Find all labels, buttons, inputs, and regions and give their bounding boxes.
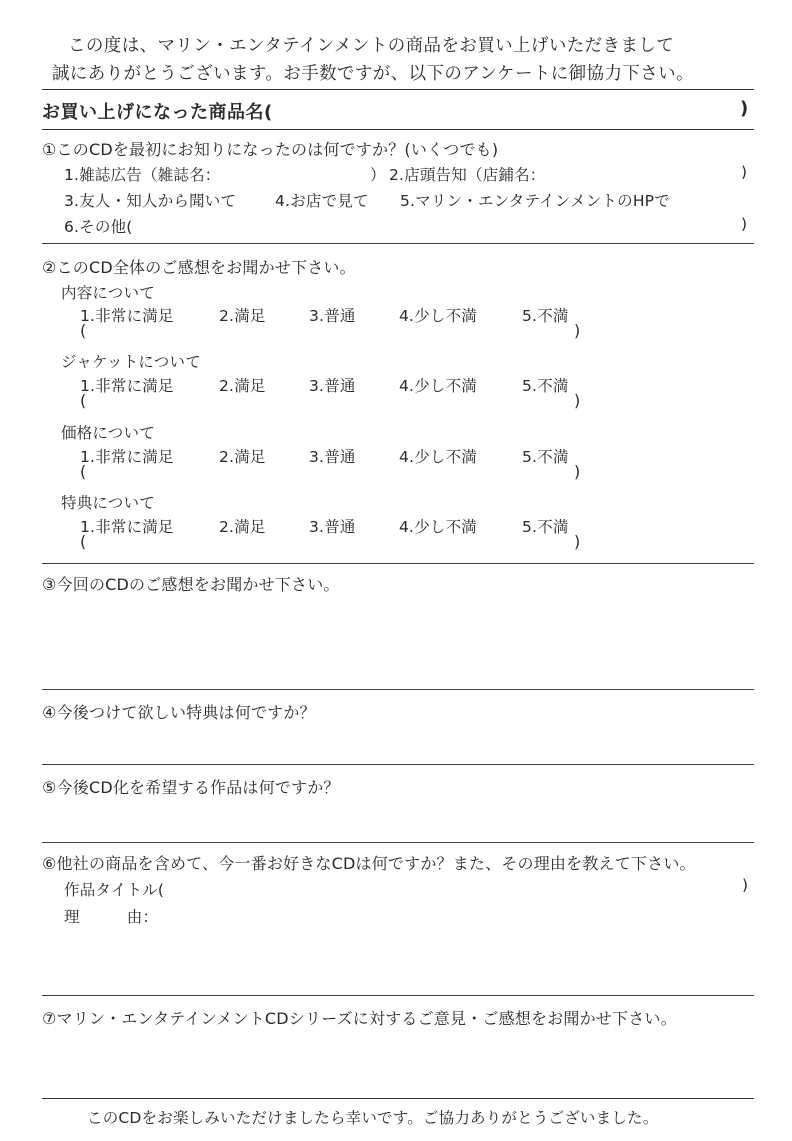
rating-dissatisfied[interactable]: 5.不満 — [522, 377, 569, 395]
rating-dissatisfied[interactable]: 5.不満 — [522, 448, 569, 466]
q1-option-homepage[interactable]: 5.マリン・エンタテインメントのHPで — [400, 192, 670, 210]
rating-very-satisfied[interactable]: 1.非常に満足 — [80, 307, 174, 325]
answer-area-divider — [42, 764, 754, 765]
rating-very-satisfied[interactable]: 1.非常に満足 — [80, 518, 174, 536]
rating-neutral[interactable]: 3.普通 — [309, 377, 356, 395]
q6-title: ⑥他社の商品を含めて、今一番お好きなCDは何ですか？また、その理由を教えて下さい。 — [42, 854, 696, 873]
rating-satisfied[interactable]: 2.満足 — [219, 518, 266, 536]
answer-area-divider — [42, 995, 754, 996]
q1-option-friend[interactable]: 3.友人・知人から聞いて — [64, 192, 237, 210]
rating-satisfied[interactable]: 2.満足 — [219, 377, 266, 395]
answer-area-divider — [42, 1098, 754, 1099]
rating-slightly-dissatisfied[interactable]: 4.少し不満 — [399, 448, 477, 466]
q1-title: ①このCDを最初にお知りになったのは何ですか？(いくつでも) — [42, 140, 499, 159]
comment-close-paren: ) — [574, 321, 581, 340]
rating-slightly-dissatisfied[interactable]: 4.少し不満 — [399, 377, 477, 395]
rating-slightly-dissatisfied[interactable]: 4.少し不満 — [399, 518, 477, 536]
intro-line-1: この度は、マリン・エンタテインメントの商品をお買い上げいただきまして — [68, 36, 675, 56]
rating-dissatisfied[interactable]: 5.不満 — [522, 518, 569, 536]
q1-option-store-close: ) — [741, 163, 748, 181]
comment-open-paren: ( — [80, 321, 87, 340]
comment-open-paren: ( — [80, 532, 87, 551]
rating-satisfied[interactable]: 2.満足 — [219, 307, 266, 325]
divider — [42, 89, 754, 90]
rating-satisfied[interactable]: 2.満足 — [219, 448, 266, 466]
q1-option-store[interactable]: 2.店頭告知（店鋪名： — [389, 166, 546, 184]
comment-close-paren: ) — [574, 391, 581, 410]
q6-work-title-label[interactable]: 作品タイトル( — [64, 881, 165, 899]
q2-group-label: ジャケットについて — [61, 353, 201, 371]
q5-title: ⑤今後CD化を希望する作品は何ですか？ — [42, 778, 340, 797]
q1-option-magazine-close: ） — [370, 166, 386, 184]
product-name-label: お買い上げになった商品名( — [42, 102, 273, 123]
q1-option-other-close: ) — [741, 215, 748, 233]
q2-group-label: 価格について — [61, 424, 155, 442]
rating-dissatisfied[interactable]: 5.不満 — [522, 307, 569, 325]
q1-option-other[interactable]: 6.その他( — [64, 218, 133, 236]
rating-neutral[interactable]: 3.普通 — [309, 448, 356, 466]
comment-open-paren: ( — [80, 391, 87, 410]
q2-group-label: 特典について — [61, 494, 155, 512]
rating-slightly-dissatisfied[interactable]: 4.少し不満 — [399, 307, 477, 325]
comment-open-paren: ( — [80, 462, 87, 481]
q1-option-magazine[interactable]: 1.雑誌広告（雑誌名： — [64, 166, 221, 184]
rating-very-satisfied[interactable]: 1.非常に満足 — [80, 448, 174, 466]
q2-group-label: 内容について — [61, 284, 155, 302]
comment-close-paren: ) — [574, 462, 581, 481]
q2-title: ②このCD全体のご感想をお聞かせ下さい。 — [42, 258, 356, 277]
answer-area-divider — [42, 842, 754, 843]
intro-line-2: 誠にありがとうございます。お手数ですが、以下のアンケートに御協力下さい。 — [52, 64, 694, 84]
q6-reason-label[interactable]: 理 由： — [64, 908, 159, 926]
rating-very-satisfied[interactable]: 1.非常に満足 — [80, 377, 174, 395]
product-name-close: ) — [740, 98, 749, 119]
rating-neutral[interactable]: 3.普通 — [309, 307, 356, 325]
q6-work-title-close: ) — [742, 876, 749, 894]
q4-title: ④今後つけて欲しい特典は何ですか？ — [42, 703, 316, 722]
q1-option-instore[interactable]: 4.お店で見て — [275, 192, 369, 210]
rating-neutral[interactable]: 3.普通 — [309, 518, 356, 536]
product-name-underline — [42, 129, 754, 130]
footer-thanks: このCDをお楽しみいただけましたら幸いです。ご協力ありがとうございました。 — [87, 1109, 659, 1127]
q3-title: ③今回のCDのご感想をお聞かせ下さい。 — [42, 575, 340, 594]
comment-close-paren: ) — [574, 532, 581, 551]
answer-area-divider — [42, 689, 754, 690]
divider — [42, 563, 754, 564]
divider — [42, 243, 754, 244]
q7-title: ⑦マリン・エンタテインメントCDシリーズに対するご意見・ご感想をお聞かせ下さい。 — [42, 1009, 677, 1028]
